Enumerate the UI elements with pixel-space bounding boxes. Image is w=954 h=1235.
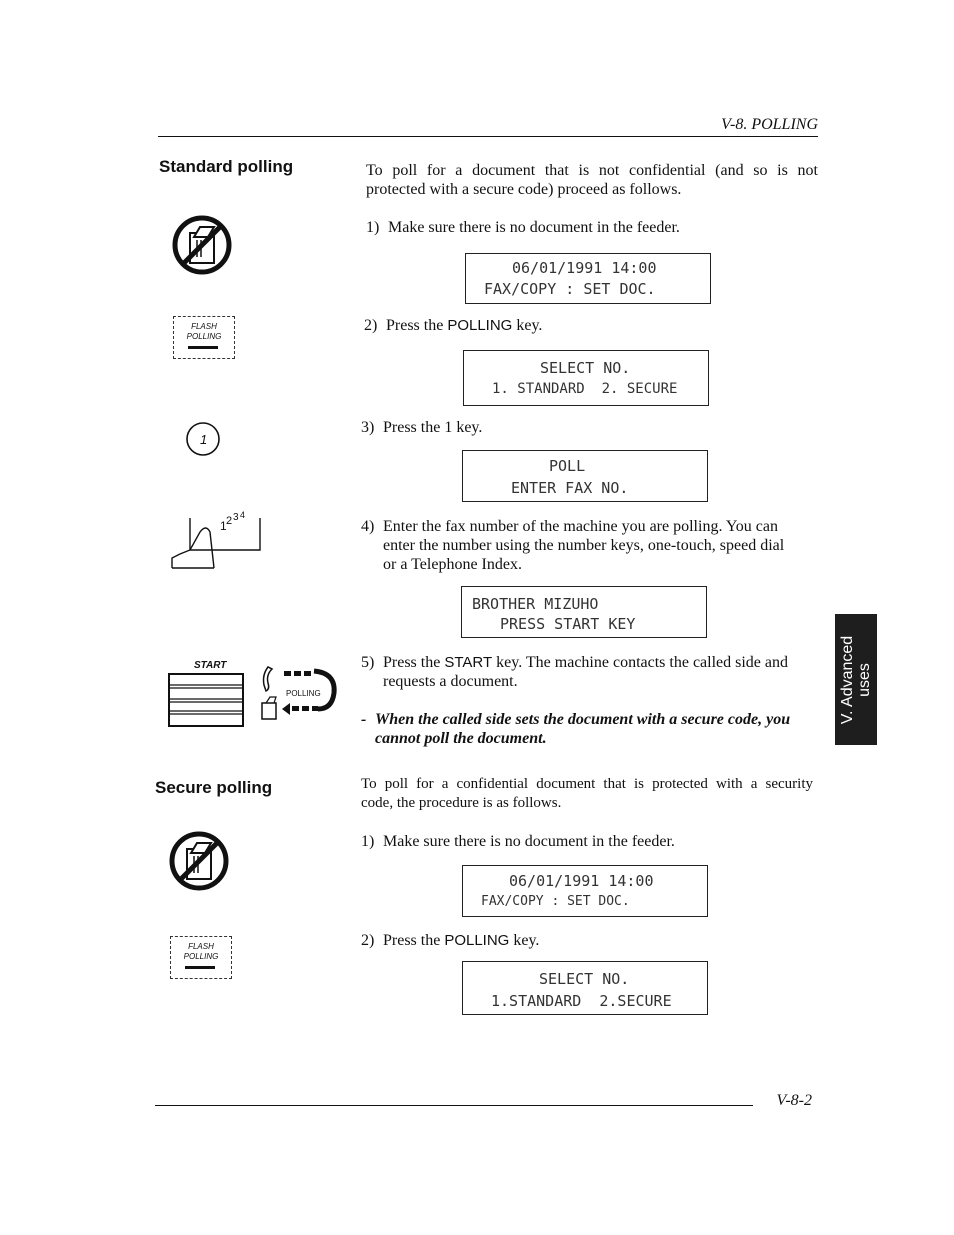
- standard-step-2: 2) Press the POLLING key.: [364, 317, 543, 334]
- one-key-icon: [185, 421, 221, 457]
- standard-step-1: 1) Make sure there is no document in the feeder.: [366, 219, 680, 236]
- svg-text:1: 1: [220, 519, 227, 533]
- lcd-display-remote: BROTHER MIZUHO PRESS START KEY: [461, 586, 707, 638]
- no-document-icon-secure: [167, 829, 231, 893]
- start-key-icon: [168, 673, 246, 728]
- flash-polling-key-icon-secure: FLASH POLLING: [170, 936, 232, 979]
- lcd-display-select: SELECT NO. 1. STANDARD 2. SECURE: [463, 350, 709, 406]
- flash-polling-key-icon: FLASH POLLING: [173, 316, 235, 359]
- start-key-name: START: [444, 654, 493, 671]
- lcd-display-date-secure: 06/01/1991 14:00 FAX/COPY : SET DOC.: [462, 865, 708, 917]
- running-header: V-8. POLLING: [721, 116, 818, 133]
- svg-text:3: 3: [233, 512, 239, 523]
- polling-transfer-icon: [256, 663, 340, 723]
- polling-key-name-secure: POLLING: [444, 932, 510, 949]
- secure-step-2: 2) Press the POLLING key.: [361, 932, 540, 949]
- standard-intro: To poll for a document that is not confidential (and so is not protected with a secure code) proceed as follows.: [366, 162, 818, 198]
- svg-text:2: 2: [226, 515, 233, 527]
- polling-key-name: POLLING: [447, 317, 513, 334]
- svg-text:POLLING: POLLING: [286, 689, 321, 698]
- lcd-display-date: 06/01/1991 14:00 FAX/COPY : SET DOC.: [465, 253, 711, 304]
- number-keypad-icon: [170, 510, 266, 570]
- page-number: V-8-2: [776, 1092, 812, 1109]
- secure-step-1: 1) Make sure there is no document in the feeder.: [361, 833, 675, 850]
- secure-polling-title: Secure polling: [155, 778, 273, 797]
- standard-polling-title: Standard polling: [159, 157, 294, 176]
- lcd-display-poll: POLL ENTER FAX NO.: [462, 450, 708, 502]
- svg-text:4: 4: [240, 510, 246, 520]
- secure-code-note: - When the called side sets the document with a secure code, you cannot poll the document.: [361, 711, 791, 747]
- secure-intro: To poll for a confidential document that is protected with a security code, the procedure is as follows.: [361, 776, 813, 811]
- lcd-display-select-secure: SELECT NO. 1.STANDARD 2.SECURE: [462, 961, 708, 1015]
- svg-text:1: 1: [200, 432, 208, 447]
- standard-step-3: 3) Press the 1 key.: [361, 419, 483, 436]
- header-rule: [158, 136, 818, 137]
- standard-step-4: 4) Enter the fax number of the machine you are polling. You can enter the number using the number keys, one-touch, speed dial or a Telephone Index.: [361, 518, 785, 573]
- footer-rule: [155, 1105, 753, 1106]
- no-document-icon: [170, 213, 234, 277]
- chapter-side-tab[interactable]: V. Advanced uses: [835, 614, 877, 745]
- standard-step-5: 5) Press the START key. The machine contacts the called side and requests a document.: [361, 654, 789, 690]
- start-key-label: START: [194, 660, 227, 671]
